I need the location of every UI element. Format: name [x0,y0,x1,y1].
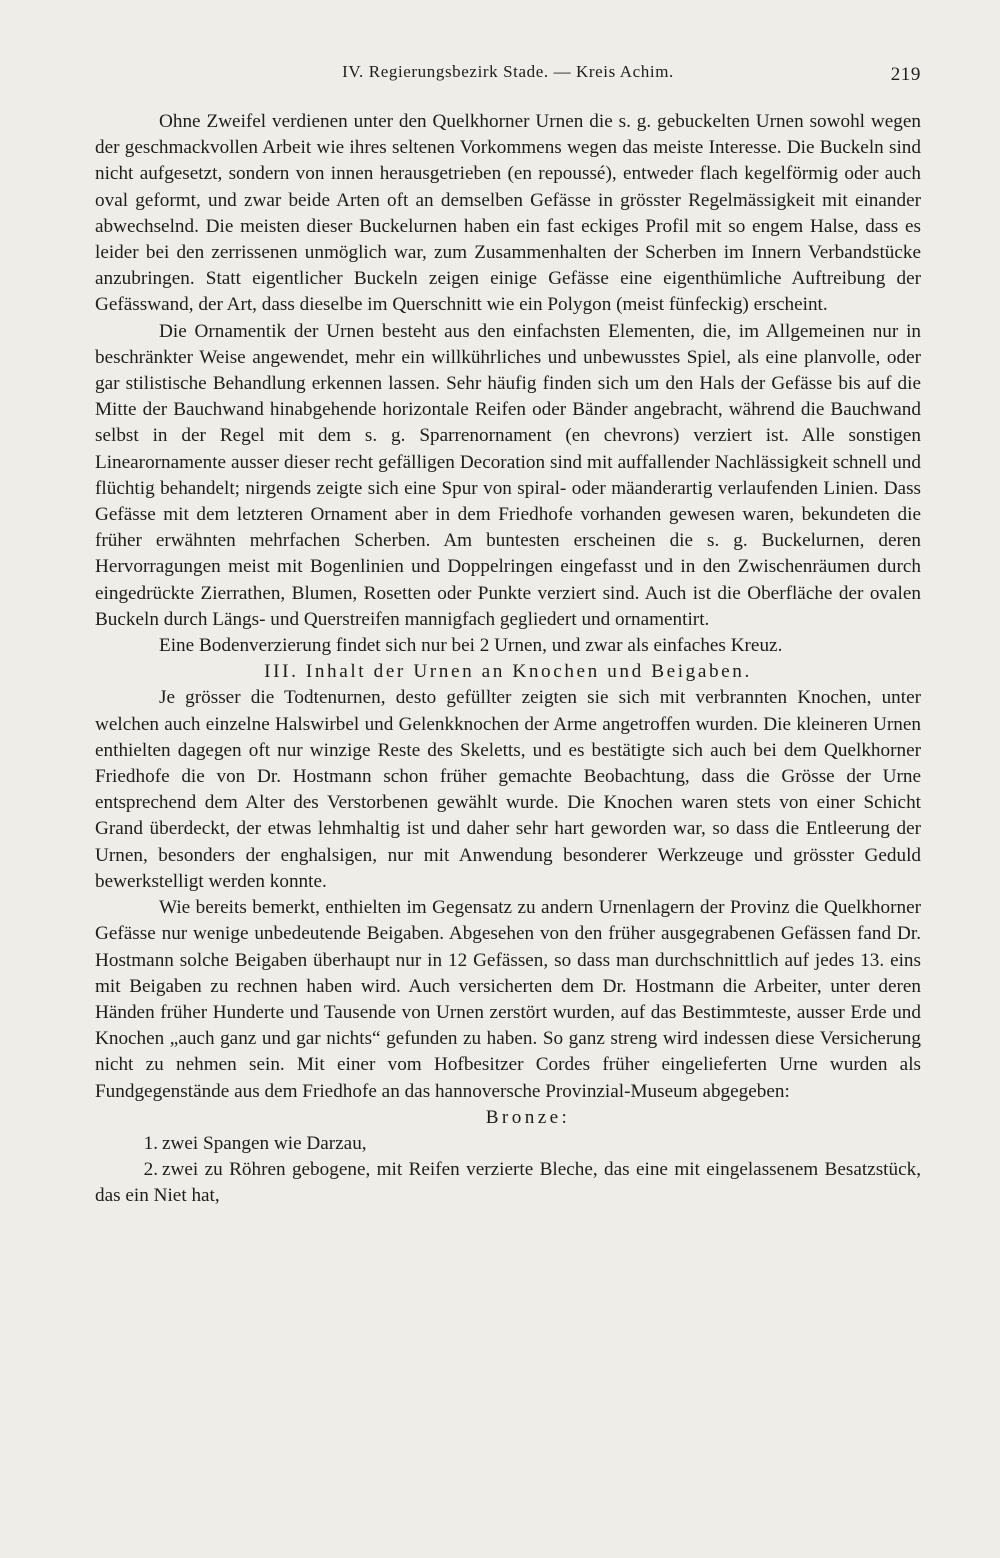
list-item-text: zwei zu Röhren gebogene, mit Reifen verzierte Bleche, das eine mit eingelassenem Besatzstück, das ein Niet hat, [95,1159,921,1207]
subheading-bronze: Bronze: [485,1106,571,1128]
list-item [95,1131,921,1157]
section-heading: III. Inhalt der Urnen an Knochen und Beigaben. [264,661,752,683]
page-number: 219 [890,64,921,85]
paragraph: Ohne Zweifel verdienen unter den Quelkhorner Urnen die s. g. gebuckelten Urnen sowohl wegen der geschmackvollen Arbeit wie ihres seltenen Vorkommens wegen das meiste Interesse. Die Buckeln sind nicht aufgesetzt, sondern von innen herausgetrieben (en repoussé), entweder flach kegelförmig oder auch oval geformt, und zwar beide Arten oft an demselben Gefässe in grösster Regelmässigkeit mit einander abwechselnd. Die meisten dieser Buckelurnen haben ein fast eckiges Profil mit so engem Halse, dass es leider bei den zerrissenen unmöglich war, zum Zusammenhalten der Scherben im Innern Verbandstücke anzubringen. Statt eigentlicher Buckeln zeigen einige Gefässe eine eigenthümliche Auftreibung der Gefässwand, der Art, dass dieselbe im Querschnitt wie ein Polygon (meist fünfeckig) erscheint. [95,111,921,316]
list-item-number: 2. [143,1159,158,1181]
list-item [95,1157,921,1209]
finds-list [95,1131,921,1210]
paragraph: Wie bereits bemerkt, enthielten im Gegensatz zu andern Urnenlagern der Provinz die Quelkhorner Gefässe nur wenige unbedeutende Beigaben. Abgesehen von den früher ausgegrabenen Gefässen fand Dr. Hostmann solche Beigaben überhaupt nur in 12 Gefässen, so dass man durchschnittlich auf jedes 13. eins mit Beigaben zu rechnen haben wird. Auch versicherten dem Dr. Hostmann die Arbeiter, unter deren Händen früher Hunderte und Tausende von Urnen zerstört wurden, auf das Bestimmteste, ausser Erde und Knochen „auch ganz und gar nichts“ gefunden zu haben. So ganz streng wird indessen diese Versicherung nicht zu nehmen sein. Mit einer vom Hofbesitzer Cordes früher eingelieferten Urne wurden als Fundgegenstände aus dem Friedhofe an das hannoversche Provinzial-Museum abgegeben: [95,897,921,1102]
paragraph: Je grösser die Todtenurnen, desto gefüllter zeigten sie sich mit verbrannten Knochen, unter welchen auch einzelne Halswirbel und Gelenkknochen der Arme angetroffen wurden. Die kleineren Urnen enthielten dagegen oft nur winzige Reste des Skeletts, und es bestätigte sich auch bei dem Quelkhorner Friedhofe die von Dr. Hostmann schon früher gemachte Beobachtung, dass die Grösse der Urne entsprechend dem Alter des Verstorbenen gewählt wurde. Die Knochen waren stets von einer Schicht Grand überdeckt, der etwas lehmhaltig ist und daher sehr hart geworden war, so dass die Entleerung der Urnen, besonders der enghalsigen, nur mit Anwendung besonderer Werkzeuge und grösster Geduld bewerkstelligt werden konnte. [95,687,921,892]
list-item-number: 1. [143,1132,158,1154]
paragraph: Eine Bodenverzierung findet sich nur bei 2 Urnen, und zwar als einfaches Kreuz. [159,635,783,657]
page-body [95,109,921,1210]
paragraph: Die Ornamentik der Urnen besteht aus den einfachsten Elementen, die, im Allgemeinen nur in beschränkter Weise angewendet, mehr ein willkührliches und unbewusstes Spiel, als eine planvolle, oder gar stilistische Behandlung erkennen lassen. Sehr häufig finden sich um den Hals der Gefässe bis auf die Mitte der Bauchwand hinabgehende horizontale Reifen oder Bänder angebracht, während die Bauchwand selbst in der Regel mit dem s. g. Sparrenornament (en chevrons) verziert ist. Alle sonstigen Linearornamente ausser dieser recht gefälligen Decoration sind mit auffallender Nachlässigkeit schnell und flüchtig behandelt; nirgends zeigte sich eine Spur von spiral- oder mäanderartig verlaufenden Linien. Dass Gefässe mit dem letzteren Ornament aber in dem Friedhofe vorhanden gewesen waren, bekundeten die früher erwähnten mehrfachen Scherben. Am buntesten erscheinen die s. g. Buckelurnen, deren Hervorragungen meist mit Bogenlinien und Doppelringen eingefasst und in den Zwischenräumen durch eingedrückte Zierrathen, Blumen, Rosetten oder Punkte verziert sind. Auch ist die Oberfläche der ovalen Buckeln durch Längs- und Querstreifen mannigfach gegliedert und ornamentirt. [95,320,921,630]
list-item-text: zwei Spangen wie Darzau, [162,1132,367,1154]
running-title: IV. Regierungsbezirk Stade. — Kreis Achim. [342,62,674,81]
running-header [95,58,921,88]
